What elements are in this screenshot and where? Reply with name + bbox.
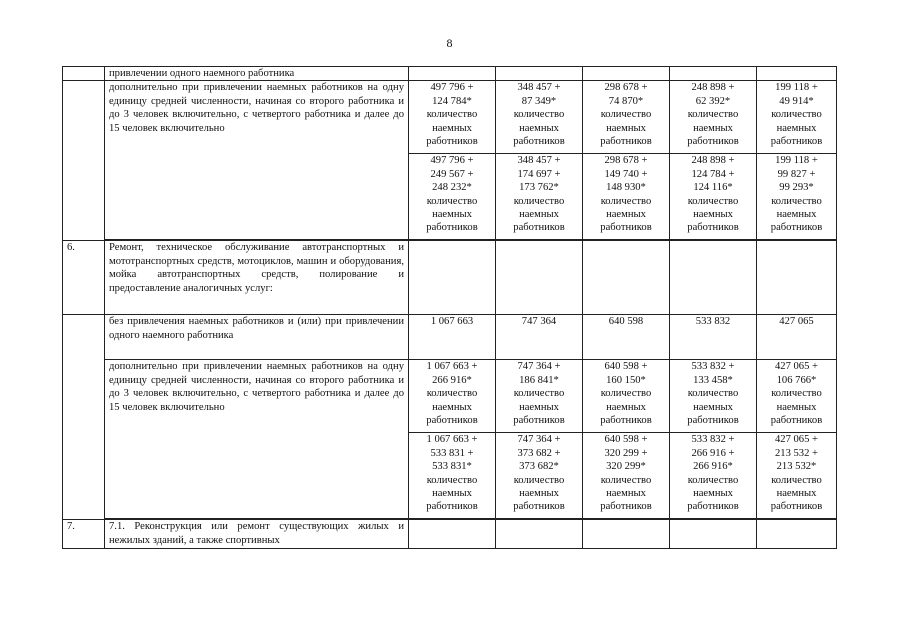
value-cell <box>670 67 757 81</box>
value-cell <box>757 520 837 549</box>
rate-line: работников <box>600 136 652 148</box>
rate-cell <box>757 81 837 154</box>
rate-line: наемных <box>432 122 472 134</box>
rate-line: работников <box>687 222 739 234</box>
rate-line: 213 532 + <box>774 447 819 459</box>
rate-line: работников <box>513 222 565 234</box>
rate-cell <box>757 360 837 433</box>
rate-cell: 747 364 <box>496 315 583 360</box>
rate-line: наемных <box>776 209 817 221</box>
rate-line: 124 116* <box>693 182 733 194</box>
rate-cell <box>409 81 496 154</box>
rate-line: 74 870* <box>608 95 644 107</box>
row-number <box>63 67 105 81</box>
rate-line: 124 784* <box>432 95 472 107</box>
rate-line: 199 118 + <box>775 82 818 94</box>
row-number <box>63 81 105 241</box>
row-number: 6. <box>63 241 105 315</box>
rate-line: работников <box>687 136 739 148</box>
rate-line: количество <box>426 109 478 121</box>
rate-line: 497 796 + <box>430 82 474 94</box>
rate-line: 533 832 + <box>691 434 735 446</box>
rate-line: наемных <box>519 488 559 500</box>
rate-line: количество <box>687 195 739 207</box>
rate-cell <box>670 154 757 240</box>
rate-line: количество <box>687 388 739 400</box>
rate-line: 1 067 663 + <box>426 361 478 373</box>
rate-line: количество <box>513 195 565 207</box>
rate-line: работников <box>770 501 823 513</box>
value-cell <box>496 67 583 81</box>
rate-line: количество <box>600 388 652 400</box>
rate-line: количество <box>600 109 652 121</box>
rate-line: наемных <box>776 122 817 134</box>
rate-cell <box>583 81 670 154</box>
rate-line: работников <box>513 136 565 148</box>
rate-cell: 640 598 <box>583 315 670 360</box>
rate-line: наемных <box>693 401 733 413</box>
rate-line: 320 299 + <box>604 447 648 459</box>
rate-line: 62 392* <box>695 95 731 107</box>
rate-line: работников <box>426 501 478 513</box>
activity-description: дополнительно при привлечении наемных работников на одну единицу средней численности, начиная со второго работника и до 3 человек включительно, с четвертого работника и далее до 15 человек включительно <box>105 81 409 240</box>
rate-line: 173 762* <box>519 182 559 194</box>
rate-line: 266 916 + <box>691 447 735 459</box>
rate-cell <box>670 433 757 519</box>
rate-line: 427 065 + <box>774 434 819 446</box>
rate-line: 186 841* <box>519 374 559 386</box>
row-number: 7. <box>63 520 105 549</box>
rate-line: 533 831 + <box>430 447 474 459</box>
value-cell <box>409 241 496 315</box>
rate-line: количество <box>771 388 822 400</box>
rate-cell: 427 065 <box>757 315 837 360</box>
page-number: 8 <box>446 36 453 50</box>
activity-description: Ремонт, техническое обслуживание автотранспортных и мототранспортных средств, мотоциклов, машин и оборудования, мойка автотранспортных средств, полирование и предоставление аналогичных услуг: <box>105 241 409 315</box>
table-row <box>63 67 837 81</box>
rate-line: количество <box>771 109 822 121</box>
rate-line: 174 697 + <box>517 168 561 180</box>
rate-line: количество <box>426 388 478 400</box>
activity-description: дополнительно при привлечении наемных работников на одну единицу средней численности, начиная со второго работника и до 3 человек включительно, с четвертого работника и далее до 15 человек включительно <box>105 360 409 519</box>
rate-line: наемных <box>776 488 817 500</box>
value-cell <box>757 67 837 81</box>
rate-cell <box>757 154 837 240</box>
rate-line: 249 567 + <box>430 168 474 180</box>
rate-line: 99 293* <box>779 182 814 194</box>
rate-cell <box>496 360 583 433</box>
row-number <box>63 315 105 520</box>
rate-line: работников <box>600 415 652 427</box>
rate-line: наемных <box>519 122 559 134</box>
rate-line: количество <box>513 388 565 400</box>
rate-cell <box>496 433 583 519</box>
rate-line: 373 682* <box>519 461 559 473</box>
value-cell <box>583 241 670 315</box>
rate-line: 248 898 + <box>691 82 735 94</box>
value-cell <box>496 241 583 315</box>
table-row <box>63 241 837 315</box>
rate-line: 213 532* <box>776 461 817 473</box>
rate-line: наемных <box>606 209 646 221</box>
rate-line: работников <box>513 501 565 513</box>
rate-line: количество <box>513 109 565 121</box>
rate-line: количество <box>600 474 652 486</box>
table-row <box>63 315 837 360</box>
value-cell <box>409 67 496 81</box>
rate-line: наемных <box>606 122 646 134</box>
rate-line: 266 916* <box>432 374 472 386</box>
value-cell <box>583 520 670 549</box>
rate-line: количество <box>771 474 822 486</box>
rate-cell <box>409 154 496 240</box>
rate-line: работников <box>426 415 478 427</box>
rate-line: наемных <box>606 488 646 500</box>
rate-line: 106 766* <box>776 374 817 386</box>
rate-cell <box>583 360 670 433</box>
rate-line: наемных <box>693 122 733 134</box>
rate-line: работников <box>426 136 478 148</box>
rate-cell <box>583 433 670 519</box>
rate-line: 49 914* <box>779 95 814 107</box>
rate-line: 497 796 + <box>430 155 474 167</box>
rate-line: 248 898 + <box>691 155 735 167</box>
rate-line: работников <box>600 501 652 513</box>
rate-line: работников <box>513 415 565 427</box>
tariff-table <box>62 66 837 549</box>
rate-line: 148 930* <box>606 182 646 194</box>
rate-cell <box>670 81 757 154</box>
rate-line: 248 232* <box>432 182 472 194</box>
rate-line: 640 598 + <box>604 434 648 446</box>
rate-line: наемных <box>432 209 472 221</box>
activity-description: привлечении одного наемного работника <box>105 67 409 81</box>
rate-line: 298 678 + <box>604 155 648 167</box>
rate-line: 747 364 + <box>517 434 561 446</box>
rate-line: работников <box>426 222 478 234</box>
rate-line: наемных <box>776 401 817 413</box>
rate-line: количество <box>513 474 565 486</box>
rate-line: наемных <box>432 401 472 413</box>
rate-line: наемных <box>693 209 733 221</box>
table-row <box>63 520 837 549</box>
rate-line: работников <box>687 415 739 427</box>
rate-line: количество <box>426 195 478 207</box>
rate-line: количество <box>687 109 739 121</box>
rate-line: 533 831* <box>432 461 472 473</box>
table-row <box>63 81 837 154</box>
rate-cell <box>757 433 837 519</box>
rate-line: количество <box>426 474 478 486</box>
rate-cell: 533 832 <box>670 315 757 360</box>
rate-line: наемных <box>606 401 646 413</box>
rate-line: наемных <box>432 488 472 500</box>
rate-line: 427 065 + <box>774 361 819 373</box>
value-cell <box>409 520 496 549</box>
rate-cell <box>496 154 583 240</box>
table-row <box>63 360 837 433</box>
value-cell <box>757 241 837 315</box>
rate-cell <box>409 360 496 433</box>
rate-cell <box>670 360 757 433</box>
rate-line: 348 457 + <box>517 82 561 94</box>
rate-line: 1 067 663 + <box>426 434 478 446</box>
rate-line: работников <box>600 222 652 234</box>
rate-line: работников <box>687 501 739 513</box>
rate-line: 747 364 + <box>517 361 561 373</box>
value-cell <box>496 520 583 549</box>
activity-description: без привлечения наемных работников и (или) при привлечении одного наемного работника <box>105 315 409 360</box>
rate-cell: 1 067 663 <box>409 315 496 360</box>
rate-line: 133 458* <box>693 374 733 386</box>
rate-line: 533 832 + <box>691 361 735 373</box>
rate-line: количество <box>771 195 822 207</box>
rate-line: 320 299* <box>606 461 646 473</box>
rate-line: наемных <box>519 209 559 221</box>
rate-line: количество <box>687 474 739 486</box>
rate-line: 87 349* <box>521 95 557 107</box>
rate-line: 124 784 + <box>691 168 735 180</box>
value-cell <box>670 520 757 549</box>
rate-line: 640 598 + <box>604 361 648 373</box>
rate-line: работников <box>770 222 823 234</box>
rate-line: работников <box>770 136 823 148</box>
rate-line: 298 678 + <box>604 82 648 94</box>
rate-line: работников <box>770 415 823 427</box>
rate-line: наемных <box>693 488 733 500</box>
rate-cell <box>583 154 670 240</box>
rate-cell <box>409 433 496 519</box>
rate-line: 266 916* <box>693 461 733 473</box>
rate-line: 199 118 + <box>775 155 818 167</box>
rate-line: 348 457 + <box>517 155 561 167</box>
rate-cell <box>496 81 583 154</box>
value-cell <box>670 241 757 315</box>
rate-line: 373 682 + <box>517 447 561 459</box>
rate-line: наемных <box>519 401 559 413</box>
activity-description: 7.1. Реконструкция или ремонт существующих жилых и нежилых зданий, а также спортивных <box>105 520 409 549</box>
rate-line: количество <box>600 195 652 207</box>
rate-line: 149 740 + <box>604 168 648 180</box>
rate-line: 99 827 + <box>777 168 816 180</box>
rate-line: 160 150* <box>606 374 646 386</box>
value-cell <box>583 67 670 81</box>
